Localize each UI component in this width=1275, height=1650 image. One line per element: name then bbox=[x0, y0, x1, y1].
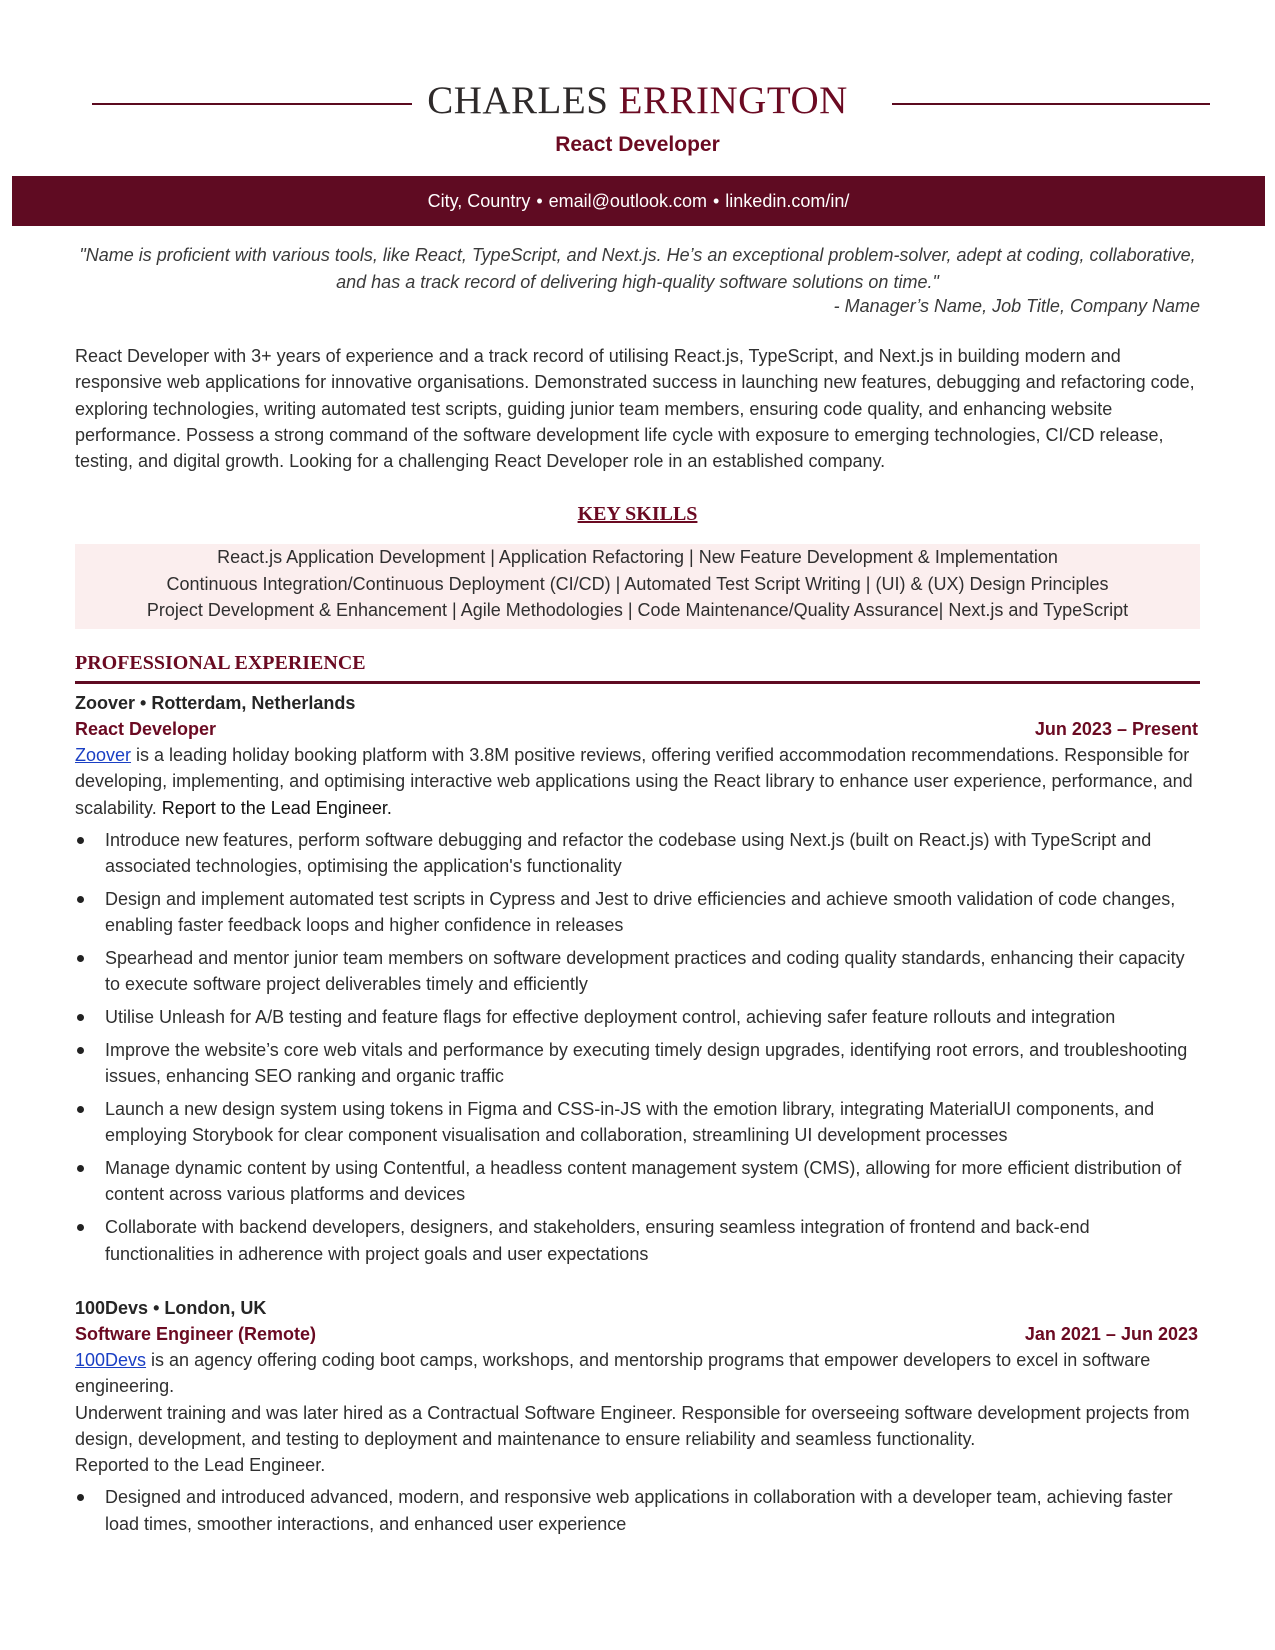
candidate-name bbox=[0, 78, 1275, 123]
contact-separator: • bbox=[536, 190, 543, 211]
list-item bbox=[75, 1037, 1200, 1090]
job-dates: Jan 2021 – Jun 2023 bbox=[1024, 1324, 1198, 1344]
bullet-text: Designed and introduced advanced, modern, and responsive web applications in collaboration with a developer team, achieving faster load times, smoother interactions, and enhanced user experience bbox=[105, 1487, 1173, 1534]
job-role: Software Engineer (Remote) bbox=[75, 1324, 317, 1344]
contact-linkedin[interactable]: linkedin.com/in/ bbox=[725, 190, 850, 211]
list-item bbox=[75, 1096, 1200, 1149]
bullet-text: Launch a new design system using tokens in Figma and CSS-in-JS with the emotion library, integrating MaterialUI components, and employing Storybook for clear component visualisation and collaboration, streamlining UI development processes bbox=[105, 1099, 1155, 1146]
experience-rule bbox=[75, 681, 1200, 684]
name-rule-right bbox=[892, 103, 1210, 105]
job-title: React Developer bbox=[555, 133, 720, 156]
bullet-icon bbox=[77, 896, 84, 903]
skills-line: Project Development & Enhancement | Agile Methodologies | Code Maintenance/Quality Assurance| Next.js and TypeScript bbox=[146, 600, 1129, 620]
bullet-icon bbox=[77, 1047, 84, 1054]
job-description-detail: Underwent training and was later hired as a Contractual Software Engineer. Responsible for overseeing software development projects from design, development, and testing to deployment and maintenance to ensure reliability and seamless functionality. bbox=[75, 1402, 1190, 1449]
contact-bar bbox=[12, 176, 1265, 226]
list-item bbox=[75, 827, 1200, 880]
testimonial-attribution: - Manager’s Name, Job Title, Company Name bbox=[833, 296, 1200, 316]
job-role-row bbox=[75, 716, 1200, 742]
job-entry bbox=[75, 690, 1200, 1273]
bullet-icon bbox=[77, 1106, 84, 1113]
skills-line: React.js Application Development | Application Refactoring | New Feature Development & Implementation bbox=[217, 547, 1058, 567]
contact-separator: • bbox=[712, 190, 720, 211]
job-description bbox=[75, 742, 1200, 821]
job-role: React Developer bbox=[75, 719, 217, 739]
skills-line: Continuous Integration/Continuous Deployment (CI/CD) | Automated Test Script Writing | (UI) & (UX) Design Principles bbox=[166, 573, 1109, 594]
bullet-text: Collaborate with backend developers, designers, and stakeholders, ensuring seamless integration of frontend and back-end functionalities in adherence with project goals and user expectations bbox=[105, 1217, 1090, 1264]
bullet-text: Manage dynamic content by using Contentful, a headless content management system (CMS), allowing for more efficient distribution of content across various platforms and devices bbox=[105, 1158, 1182, 1205]
bullet-icon bbox=[77, 1165, 84, 1172]
job-description bbox=[75, 1347, 1200, 1400]
job-reports-to: Reported to the Lead Engineer. bbox=[75, 1455, 326, 1476]
list-item bbox=[75, 945, 1200, 998]
job-company: Zoover • Rotterdam, Netherlands bbox=[75, 693, 356, 713]
name-header bbox=[0, 76, 1275, 132]
first-name: CHARLES bbox=[427, 79, 609, 122]
last-name: ERRINGTON bbox=[618, 79, 848, 122]
job-role-row bbox=[75, 1321, 1200, 1347]
bullet-icon bbox=[77, 1014, 84, 1021]
bullet-text: Design and implement automated test scripts in Cypress and Jest to drive efficiencies and achieve smooth validation of code changes, enabling faster feedback loops and higher confidence in releases bbox=[105, 888, 1176, 936]
bullet-text: Improve the website’s core web vitals and performance by executing timely design upgrades, identifying root errors, and troubleshooting issues, enhancing SEO ranking and organic traffic bbox=[105, 1039, 1188, 1087]
list-item bbox=[75, 1214, 1200, 1267]
testimonial-quote: "Name is proficient with various tools, like React, TypeScript, and Next.js. He’s an exceptional problem-solver, adept at coding, collaborative, and has a track record of delivering high-quality software solutions on time." bbox=[79, 245, 1196, 292]
professional-summary: React Developer with 3+ years of experience and a track record of utilising React.js, TypeScript, and Next.js in building modern and responsive web applications for innovative organisations. Demonstrated success in launching new features, debugging and refactoring code, exploring technologies, writing automated test scripts, guiding junior team members, ensuring code quality, and enhancing website performance. Possess a strong command of the software development life cycle with exposure to emerging technologies, CI/CD release, testing, and digital growth. Looking for a challenging React Developer role in an established company. bbox=[75, 346, 1195, 472]
contact-email[interactable]: email@outlook.com bbox=[548, 190, 707, 211]
job-dates: Jun 2023 – Present bbox=[1034, 719, 1198, 739]
job-reports-to: Report to the Lead Engineer. bbox=[161, 797, 392, 818]
job-intro: is an agency offering coding boot camps, workshops, and mentorship programs that empower developers to excel in software engineering. bbox=[75, 1350, 1151, 1397]
job-intro: is a leading holiday booking platform with 3.8M positive reviews, offering verified accommodation recommendations. Responsible for developing, implementing, and optimising interactive web applications using the React library to enhance user experience, performance, and scalability. bbox=[75, 745, 1193, 818]
list-item bbox=[75, 1484, 1200, 1537]
job-entry bbox=[75, 1295, 1200, 1544]
list-item bbox=[75, 1155, 1200, 1208]
job-bullets bbox=[75, 1484, 1200, 1537]
company-link[interactable]: 100Devs bbox=[75, 1350, 147, 1370]
list-item bbox=[75, 886, 1200, 939]
list-item bbox=[75, 1004, 1200, 1030]
bullet-icon bbox=[77, 1224, 84, 1231]
bullet-icon bbox=[77, 955, 84, 962]
bullet-icon bbox=[77, 837, 84, 844]
experience-heading: PROFESSIONAL EXPERIENCE bbox=[75, 652, 366, 674]
skills-heading: KEY SKILLS bbox=[577, 503, 698, 525]
bullet-text: Spearhead and mentor junior team members on software development practices and coding quality standards, enhancing their capacity to execute software project deliverables timely and efficiently bbox=[105, 948, 1185, 995]
bullet-text: Utilise Unleash for A/B testing and feature flags for effective deployment control, achieving safer feature rollouts and integration bbox=[105, 1007, 1116, 1028]
company-link[interactable]: Zoover bbox=[75, 745, 132, 765]
contact-location: City, Country bbox=[427, 190, 531, 211]
bullet-text: Introduce new features, perform software debugging and refactor the codebase using Next.js (built on React.js) with TypeScript and associated technologies, optimising the application's functionality bbox=[105, 829, 1152, 877]
job-company: 100Devs • London, UK bbox=[75, 1298, 267, 1318]
job-bullets bbox=[75, 827, 1200, 1267]
bullet-icon bbox=[77, 1494, 84, 1501]
skills-box bbox=[75, 544, 1200, 629]
